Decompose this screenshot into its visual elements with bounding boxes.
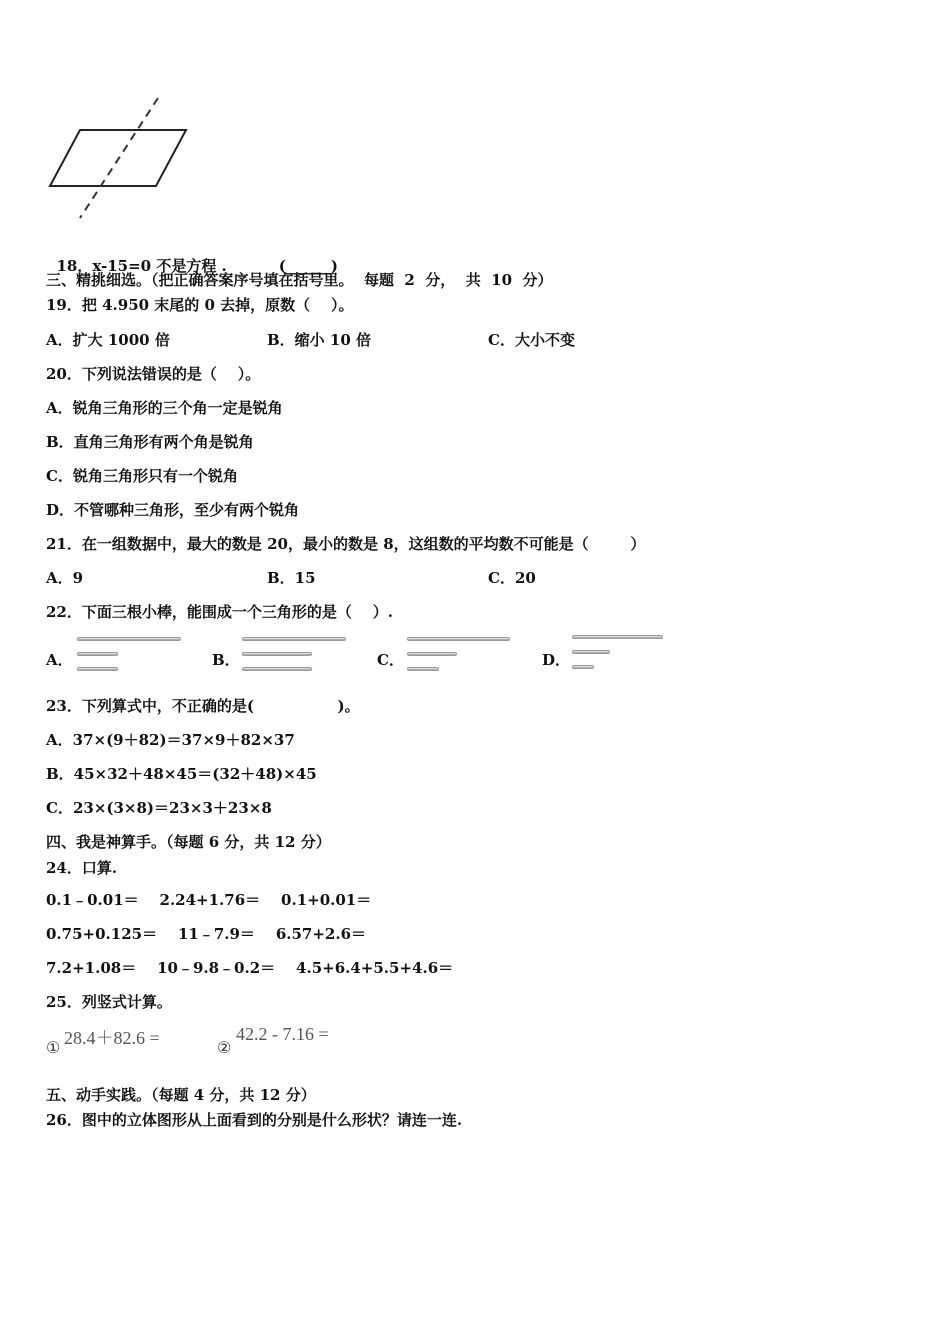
- question-19-option-c[interactable]: C．大小不变: [488, 331, 575, 349]
- question-21-option-b[interactable]: B．15: [267, 569, 316, 587]
- question-24-row-1: 0.1﹣0.01＝ 2.24+1.76＝ 0.1+0.01＝: [46, 891, 372, 909]
- question-20-option-c[interactable]: C．锐角三角形只有一个锐角: [46, 467, 238, 485]
- section-5-title: 五、动手实践。（每题 4 分，共 12 分）: [46, 1086, 316, 1104]
- question-23-option-a[interactable]: A．37×(9＋82)＝37×9＋82×37: [46, 731, 295, 749]
- question-21-option-c[interactable]: C．20: [488, 569, 536, 587]
- stick-c-mid: [407, 652, 457, 656]
- stick-a-long: [77, 637, 181, 641]
- stick-d-short: [572, 665, 594, 669]
- question-24-stem: 24．口算.: [46, 859, 118, 877]
- question-25-expr-2: 42.2 - 7.16 =: [236, 1024, 329, 1044]
- question-25-mark-1: ①: [46, 1038, 61, 1057]
- stick-c-short: [407, 667, 439, 671]
- parallelogram-figure: [40, 92, 200, 222]
- question-23-option-c[interactable]: C．23×(3×8)＝23×3＋23×8: [46, 799, 272, 817]
- question-20-option-d[interactable]: D．不管哪种三角形，至少有两个锐角: [46, 501, 300, 519]
- question-24-row-2: 0.75+0.125＝ 11﹣7.9＝ 6.57+2.6＝: [46, 925, 367, 943]
- question-20-stem: 20．下列说法错误的是（ ）。: [46, 365, 261, 383]
- stick-a-short-1: [77, 652, 118, 656]
- question-22-option-d[interactable]: D．: [542, 651, 571, 669]
- question-21-option-a[interactable]: A．9: [46, 569, 84, 587]
- question-25-stem: 25．列竖式计算。: [46, 993, 172, 1011]
- stick-b-mid-2: [242, 667, 312, 671]
- question-25-mark-2: ②: [217, 1038, 232, 1057]
- question-22-stem: 22．下面三根小棒，能围成一个三角形的是（ ）.: [46, 603, 393, 621]
- question-25-expr-1: 28.4＋82.6 =: [64, 1028, 160, 1048]
- question-22-option-b[interactable]: B．: [212, 651, 240, 669]
- question-19-option-a[interactable]: A．扩大 1000 倍: [46, 331, 170, 349]
- stick-a-short-2: [77, 667, 118, 671]
- question-20-option-a[interactable]: A．锐角三角形的三个角一定是锐角: [46, 399, 283, 417]
- question-20-option-b[interactable]: B．直角三角形有两个角是锐角: [46, 433, 254, 451]
- stick-d-mid: [572, 650, 610, 654]
- question-24-row-3: 7.2+1.08＝ 10﹣9.8﹣0.2＝ 4.5+6.4+5.5+4.6＝: [46, 959, 454, 977]
- question-18-blank: (______): [278, 257, 338, 275]
- question-19-option-b[interactable]: B．缩小 10 倍: [267, 331, 371, 349]
- question-23-option-b[interactable]: B．45×32＋48×45＝(32＋48)×45: [46, 765, 317, 783]
- question-19-stem: 19．把 4.950 末尾的 0 去掉，原数（ ）。: [46, 296, 354, 314]
- stick-b-long: [242, 637, 346, 641]
- question-22-option-a[interactable]: A．: [46, 651, 73, 669]
- question-22-option-c[interactable]: C．: [377, 651, 404, 669]
- question-21-stem: 21．在一组数据中，最大的数是 20，最小的数是 8，这组数的平均数不可能是（ ）: [46, 535, 646, 553]
- section-3-title: 三、精挑细选。（把正确答案序号填在括号里。 每题 2 分， 共 10 分）: [46, 271, 553, 289]
- stick-d-long: [572, 635, 663, 639]
- stick-b-mid: [242, 652, 312, 656]
- question-26-stem: 26．图中的立体图形从上面看到的分别是什么形状？请连一连.: [46, 1111, 463, 1129]
- section-4-title: 四、我是神算手。（每题 6 分，共 12 分）: [46, 833, 331, 851]
- question-18-text: 18．x-15=0 不是方程 .: [56, 257, 227, 275]
- question-23-stem: 23．下列算式中，不正确的是( )。: [46, 697, 360, 715]
- dashed-axis-line: [80, 98, 158, 218]
- stick-c-long: [407, 637, 510, 641]
